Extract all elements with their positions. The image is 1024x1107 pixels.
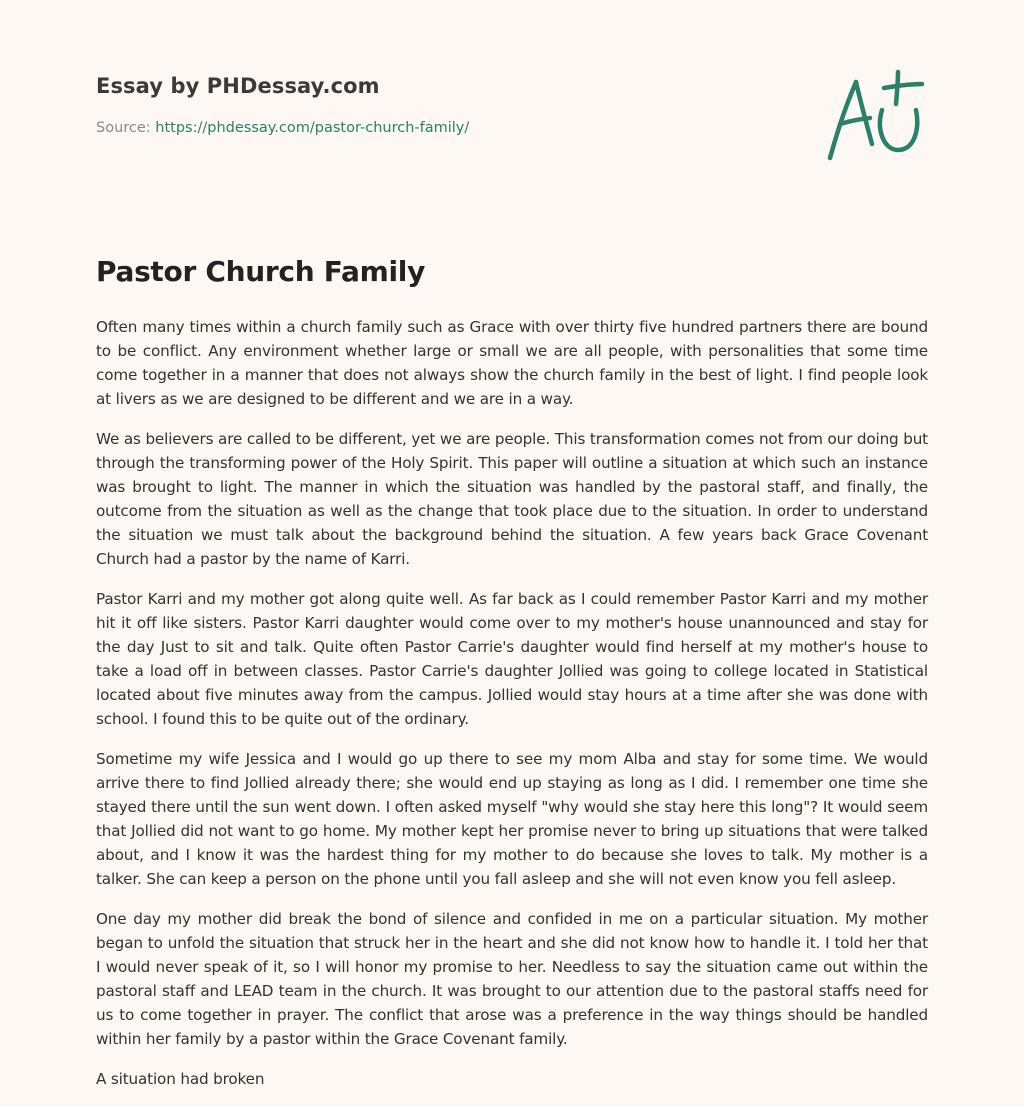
essay-title: Pastor Church Family [96, 255, 426, 288]
essay-header [96, 74, 928, 136]
essay-paragraph: Often many times within a church family such as Grace with over thirty five hundred partners there are bound to be conflict. Any environment whether large or small we are all people, with personalities that some time come together in a manner that does not always show the church family in the best of light. I find people look at livers as we are designed to be different and we are in a way. [96, 318, 928, 408]
source-line [96, 120, 928, 136]
source-link[interactable]: https://phdessay.com/pastor-church-family/ [155, 120, 470, 136]
essay-paragraph: Pastor Karri and my mother got along quite well. As far back as I could remember Pastor Karri and my mother hit it off like sisters. Pastor Karri daughter would come over to my mother's house unannounced and stay for the day Just to sit and talk. Quite often Pastor Carrie's daughter would find herself at my mother's house to take a load off in between classes. Pastor Carrie's daughter Jollied was going to college located in Statistical located about five minutes away from the campus. Jollied would stay hours at a time after she was done with school. I found this to be quite out of the ordinary. [96, 590, 928, 728]
source-label: Source: [96, 120, 151, 136]
essay-paragraph: One day my mother did break the bond of silence and confided in me on a particular situation. My mother began to unfold the situation that struck her in the heart and she did not know how to handle it. I told her that I would never speak of it, so I will honor my promise to her. Needless to say the situation came out within the pastoral staff and LEAD team in the church. It was brought to our attention due to the pastoral staffs need for us to come together in prayer. The conflict that arose was a preference in the way things should be handled within her family by a pastor within the Grace Covenant family. [96, 910, 928, 1048]
essay-body [96, 315, 928, 1107]
essay-paragraph: We as believers are called to be different, yet we are people. This transformation comes not from our doing but through the transforming power of the Holy Spirit. This paper will outline a situation at which such an instance was brought to light. The manner in which the situation was handled by the pastoral staff, and finally, the outcome from the situation as well as the change that took place due to the situation. In order to understand the situation we must talk about the background behind the situation. A few years back Grace Covenant Church had a pastor by the name of Karri. [96, 430, 928, 568]
essay-paragraph: A situation had broken [96, 1070, 265, 1088]
a-plus-logo-icon [822, 66, 928, 166]
essay-paragraph: Sometime my wife Jessica and I would go up there to see my mom Alba and stay for some time. We would arrive there to find Jollied already there; she would end up staying as long as I did. I remember one time she stayed there until the sun went down. I often asked myself "why would she stay here this long"? It would seem that Jollied did not want to go home. My mother kept her promise never to bring up situations that were talked about, and I know it was the hardest thing for my mother to do because she loves to talk. My mother is a talker. She can keep a person on the phone until you fall asleep and she will not even know you fell asleep. [96, 750, 928, 888]
site-brand: Essay by PHDessay.com [96, 74, 380, 98]
